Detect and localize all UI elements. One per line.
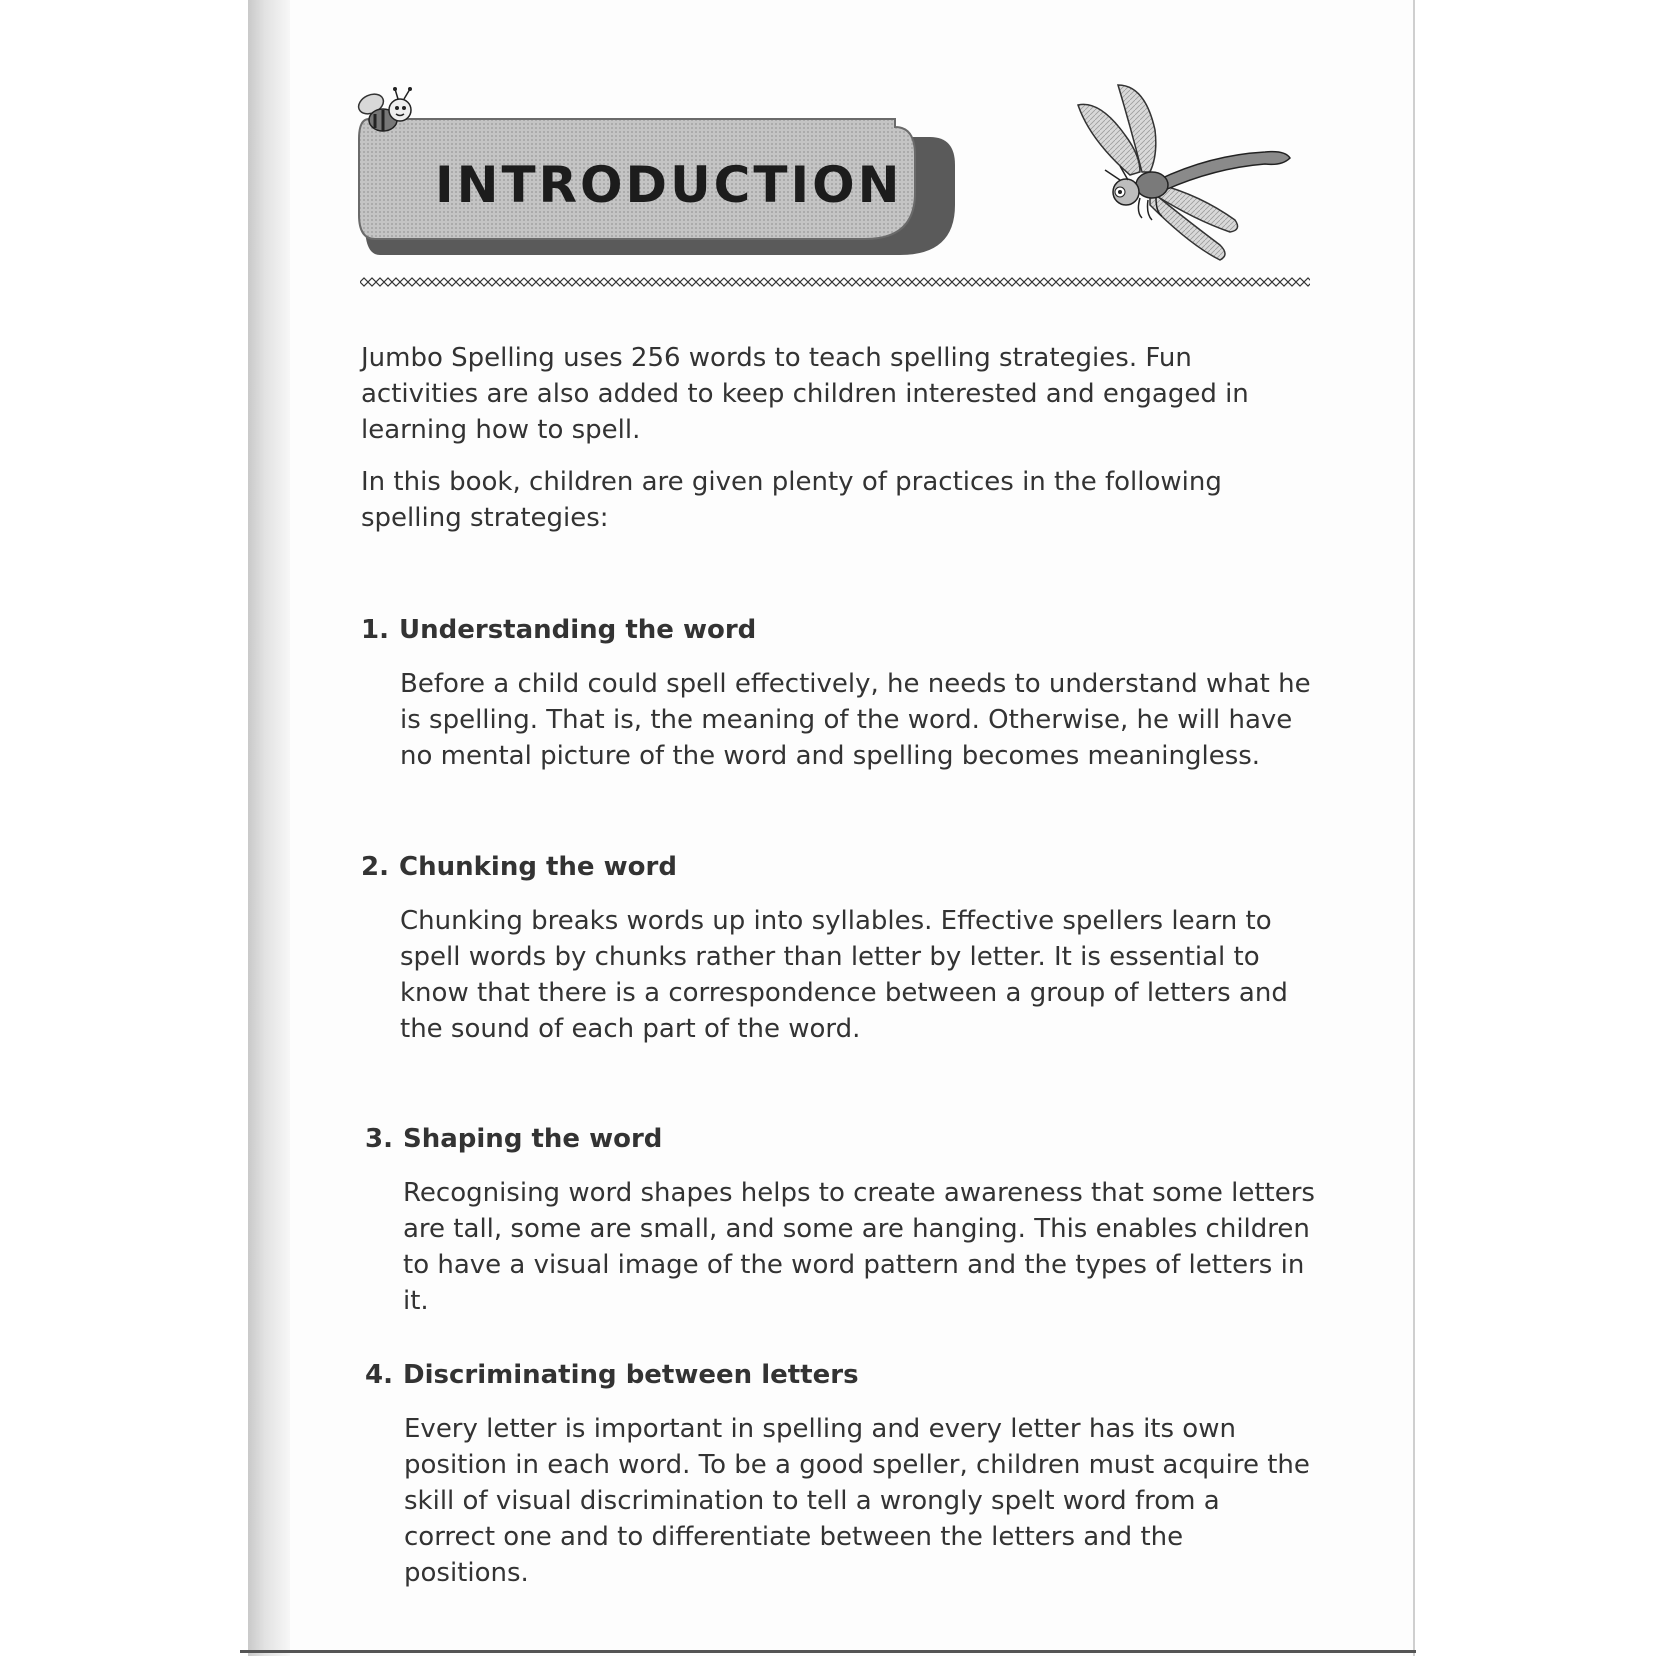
intro-paragraph-1: Jumbo Spelling uses 256 words to teach spelling strategies. Fun activities are also added to keep children interested and engaged in learning how to spell. xyxy=(361,343,1249,445)
strategy-body-4: Every letter is important in spelling and every letter has its own position in each word. To be a good speller, children must acquire the skill of visual discrimination to tell a wrongly spelt word from a correct one and to differentiate between the letters and the positions. xyxy=(404,1414,1310,1588)
strategy-heading-4 xyxy=(365,1357,859,1393)
strategy-heading-2 xyxy=(361,849,677,885)
page-title: INTRODUCTION xyxy=(435,156,903,214)
strategy-body-3: Recognising word shapes helps to create awareness that some letters are tall, some are small, and some are hanging. This enables children to have a visual image of the word pattern and the types of letters in it. xyxy=(403,1178,1315,1316)
page-bottom-edge xyxy=(240,1650,1416,1653)
strategy-number: 3. xyxy=(365,1124,393,1154)
strategy-title: Understanding the word xyxy=(399,615,757,645)
strategy-number: 2. xyxy=(361,852,389,882)
strategy-number: 1. xyxy=(361,615,389,645)
intro-paragraph-2: In this book, children are given plenty of practices in the following spelling strategies: xyxy=(361,467,1222,533)
decorative-divider xyxy=(360,274,1310,290)
dragonfly-icon xyxy=(1070,80,1315,285)
strategy-heading-1 xyxy=(361,612,756,648)
strategy-number: 4. xyxy=(365,1360,393,1390)
strategy-body-1: Before a child could spell effectively, he needs to understand what he is spelling. That is, the meaning of the word. Otherwise, he will have no mental picture of the word and spelling becomes meaningless. xyxy=(400,669,1311,771)
page-gutter-shadow xyxy=(248,0,290,1656)
strategy-title: Chunking the word xyxy=(399,852,677,882)
strategy-title: Discriminating between letters xyxy=(403,1360,859,1390)
strategy-title: Shaping the word xyxy=(403,1124,663,1154)
bee-icon xyxy=(355,84,423,144)
strategy-heading-3 xyxy=(365,1121,662,1157)
strategy-body-2: Chunking breaks words up into syllables. Effective spellers learn to spell words by chunks rather than letter by letter. It is essential to know that there is a correspondence between a group of letters and the sound of each part of the word. xyxy=(400,906,1288,1044)
